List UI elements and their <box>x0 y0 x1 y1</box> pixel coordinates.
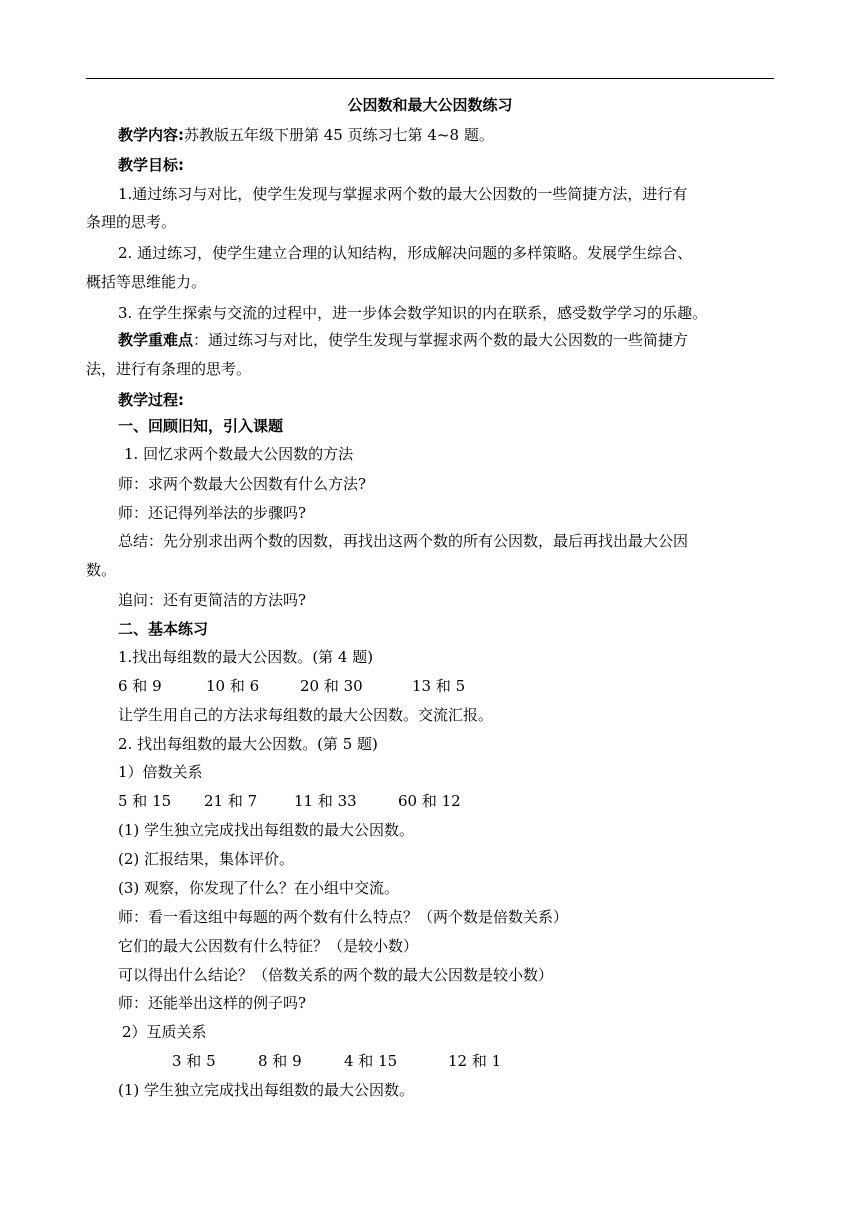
ex2-part2-step1: (1) 学生独立完成找出每组数的最大公因数。 <box>118 1081 415 1099</box>
objectives-label: 教学目标: <box>118 156 184 174</box>
objective-1-line2: 条理的思考。 <box>86 213 177 231</box>
section1-heading: 一、回顾旧知，引入课题 <box>118 417 284 435</box>
ex2-title: 2. 找出每组数的最大公因数。(第 5 题) <box>118 735 378 753</box>
header-rule <box>86 78 774 79</box>
ex2-part2-pairs-row <box>172 1051 501 1071</box>
section1-step1: 1. 回忆求两个数最大公因数的方法 <box>124 445 354 463</box>
ex2-part1-q1: 师：看一看这组中每题的两个数有什么特点？（两个数是倍数关系） <box>118 908 569 926</box>
ex1-title: 1.找出每组数的最大公因数。(第 4 题) <box>118 648 374 666</box>
followup: 追问：还有更简洁的方法吗? <box>118 591 307 609</box>
pair-item: 8 和 9 <box>258 1052 302 1070</box>
key-points-text: ：通过练习与对比，使学生发现与掌握求两个数的最大公因数的一些简捷方 <box>193 331 689 349</box>
content-line <box>118 125 494 145</box>
pair-item: 5 和 15 <box>118 792 172 810</box>
pair-item: 60 和 12 <box>398 792 461 810</box>
page-title: 公因数和最大公因数练习 <box>347 96 513 114</box>
ex2-part1-step3: (3) 观察，你发现了什么？在小组中交流。 <box>118 879 400 897</box>
ex2-part1-q3: 可以得出什么结论？（倍数关系的两个数的最大公因数是较小数） <box>118 966 554 984</box>
ex2-part1-step1: (1) 学生独立完成找出每组数的最大公因数。 <box>118 821 415 839</box>
ex1-note: 让学生用自己的方法求每组数的最大公因数。交流汇报。 <box>118 706 494 724</box>
pair-item: 20 和 30 <box>300 677 363 695</box>
objective-2-line2: 概括等思维能力。 <box>86 273 207 291</box>
ex2-part1-pairs-row <box>118 791 461 811</box>
key-points-line2: 法，进行有条理的思考。 <box>86 360 252 378</box>
key-points-label: 教学重难点 <box>118 331 194 349</box>
ex2-part1-q2: 它们的最大公因数有什么特征？（是较小数） <box>118 937 419 955</box>
summary-line1: 总结：先分别求出两个数的因数，再找出这两个数的所有公因数，最后再找出最大公因 <box>118 532 689 550</box>
ex2-part1-step2: (2) 汇报结果，集体评价。 <box>118 850 295 868</box>
section1-q1: 师：求两个数最大公因数有什么方法? <box>118 475 367 493</box>
content-text: 苏教版五年级下册第 45 页练习七第 4~8 题。 <box>184 126 494 144</box>
section2-heading: 二、基本练习 <box>118 620 209 638</box>
section1-q2: 师：还记得列举法的步骤吗? <box>118 504 307 522</box>
pair-item: 21 和 7 <box>204 792 258 810</box>
pair-item: 6 和 9 <box>118 677 162 695</box>
summary-line2: 数。 <box>86 561 117 579</box>
pair-item: 4 和 15 <box>344 1052 398 1070</box>
ex2-part1-heading: 1）倍数关系 <box>118 763 203 781</box>
objective-3-line1: 3. 在学生探索与交流的过程中，进一步体会数学知识的内在联系，感受数学学习的乐趣。 <box>118 304 708 322</box>
pair-item: 3 和 5 <box>172 1052 216 1070</box>
ex2-part2-heading: 2）互质关系 <box>122 1023 207 1041</box>
process-label: 教学过程: <box>118 391 184 409</box>
content-label: 教学内容: <box>118 126 184 144</box>
objective-2-line1: 2. 通过练习，使学生建立合理的认知结构，形成解决问题的多样策略。发展学生综合、 <box>118 244 693 262</box>
key-points-line1 <box>118 330 688 350</box>
pair-item: 13 和 5 <box>412 677 466 695</box>
objective-1-line1: 1.通过练习与对比，使学生发现与掌握求两个数的最大公因数的一些简捷方法，进行有 <box>118 185 688 203</box>
pair-item: 12 和 1 <box>448 1052 502 1070</box>
pair-item: 10 和 6 <box>206 677 260 695</box>
ex1-pairs-row <box>118 676 465 696</box>
pair-item: 11 和 33 <box>294 792 357 810</box>
ex2-part1-q4: 师：还能举出这样的例子吗? <box>118 994 307 1012</box>
